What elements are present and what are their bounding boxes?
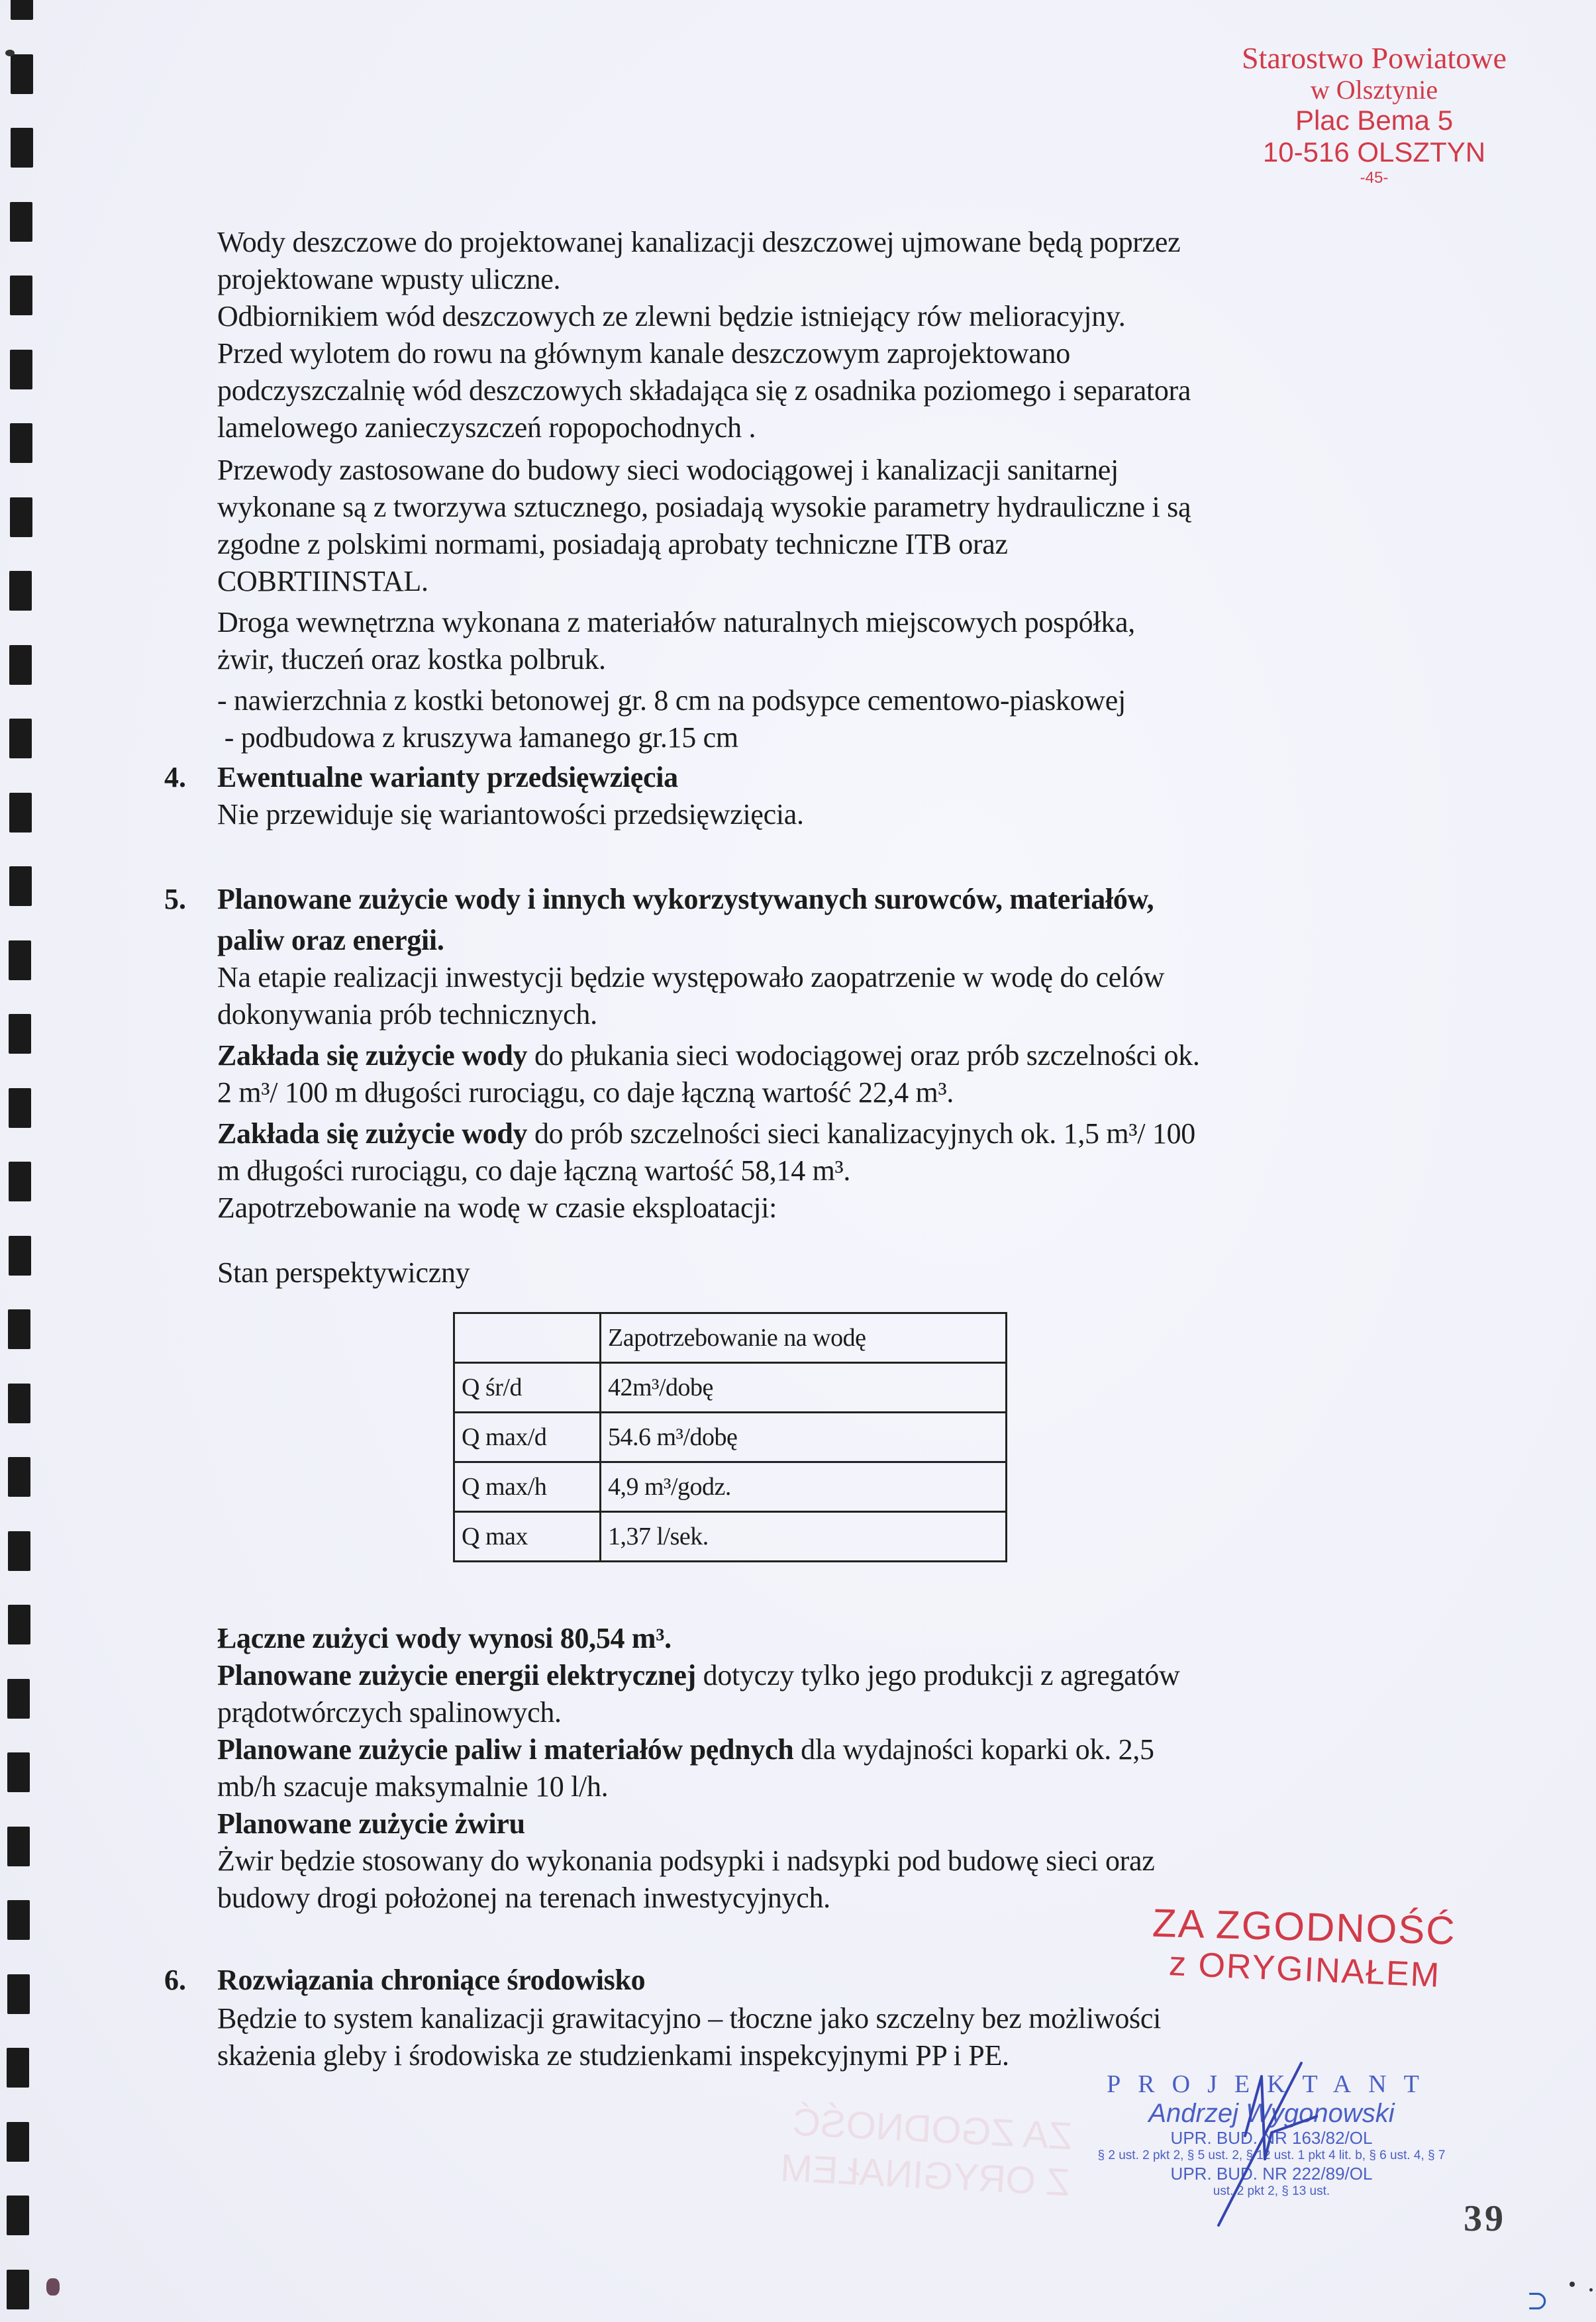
table-cell-value: 42m³/dobę	[601, 1363, 1007, 1413]
binding-hole	[9, 1088, 31, 1128]
table-cell-label: Q max	[454, 1512, 601, 1562]
water-demand-table	[453, 1312, 1007, 1562]
table-header-cell: Zapotrzebowanie na wodę	[601, 1313, 1007, 1363]
table-row	[454, 1462, 1007, 1512]
section-6-text-line2: skażenia gleby i środowiska ze studzienkami inspekcyjnymi PP i PE.	[217, 2039, 1009, 2072]
conformity-stamp-line2: z ORYGINAŁEM	[1168, 1944, 1442, 1995]
binding-hole	[7, 2122, 29, 2162]
table-row	[454, 1512, 1007, 1562]
binding-hole	[8, 1309, 30, 1349]
paragraph-line: projektowane wpusty uliczne.	[217, 263, 561, 295]
office-stamp-line4: 10-516 OLSZTYN	[1262, 136, 1486, 168]
binding-hole	[7, 1900, 30, 1940]
pen-mark-icon: ⊃	[1526, 2286, 1549, 2315]
state-label: Stan perspektywiczny	[217, 1256, 470, 1289]
paragraph-line: żwir, tłuczeń oraz kostka polbruk.	[217, 643, 606, 676]
gravel-line1: Żwir będzie stosowany do wykonania podsypki i nadsypki pod budowę sieci oraz	[217, 1844, 1155, 1877]
energy-text: dotyczy tylko jego produkcji z agregatów	[695, 1659, 1180, 1691]
bleed-through-line2: Z ORYGINAŁEM	[779, 2146, 1071, 2205]
paragraph-line: Wody deszczowe do projektowanej kanalizacji deszczowej ujmowane będą poprzez	[217, 226, 1181, 258]
bleed-through-line1: ZA ZGODNOŚĆ	[791, 2100, 1073, 2158]
binding-hole	[9, 719, 32, 758]
total-water: Łączne zużyci wody wynosi 80,54 m³.	[217, 1622, 672, 1654]
binding-hole	[10, 350, 32, 389]
binding-hole	[8, 1384, 30, 1423]
designer-stamp-license1: UPR. BUD. NR 163/82/OL	[1170, 2128, 1373, 2148]
section-5-heading-line2: paliw oraz energii.	[217, 924, 444, 956]
water-test-line1	[217, 1115, 1195, 1152]
binding-hole	[7, 1679, 30, 1719]
paragraph-line: wykonane są z tworzywa sztucznego, posiadają wysokie parametry hydrauliczne i są	[217, 491, 1191, 523]
conformity-stamp-line1: ZA ZGODNOŚĆ	[1152, 1900, 1457, 1953]
demand-intro: Zapotrzebowanie na wodę w czasie eksploatacji:	[217, 1191, 777, 1224]
fuel-line2: mb/h szacuje maksymalnie 10 l/h.	[217, 1770, 609, 1803]
binding-hole	[11, 0, 33, 20]
binding-hole	[8, 1531, 30, 1571]
fuel-bold: Planowane zużycie paliw i materiałów pędnych	[217, 1733, 794, 1766]
binding-hole	[7, 1752, 30, 1792]
table-cell-label: Q max/d	[454, 1413, 601, 1462]
gravel-line2: budowy drogi położonej na terenach inwestycyjnych.	[217, 1882, 830, 1914]
office-stamp-line1: Starostwo Powiatowe	[1242, 41, 1507, 75]
binding-hole	[8, 1605, 30, 1644]
designer-stamp-name: Andrzej Wygonowski	[1148, 2099, 1395, 2128]
energy-line2: prądotwórczych spalinowych.	[217, 1696, 562, 1729]
ink-speck	[5, 50, 15, 56]
binding-hole	[7, 1974, 30, 2014]
binding-hole	[9, 645, 32, 685]
binding-hole	[8, 1457, 30, 1497]
water-flush-bold: Zakłada się zużycie wody	[217, 1039, 528, 1072]
paragraph-line: dokonywania prób technicznych.	[217, 998, 597, 1031]
section-5-number: 5.	[164, 883, 186, 915]
energy-bold: Planowane zużycie energii elektrycznej	[217, 1659, 696, 1691]
table-cell-label: Q śr/d	[454, 1363, 601, 1413]
binding-hole	[10, 423, 32, 463]
table-header-row	[454, 1313, 1007, 1363]
signature-icon	[1166, 2060, 1318, 2232]
energy-line1	[217, 1657, 1180, 1694]
paragraph-line: Przed wylotem do rowu na głównym kanale deszczowym zaprojektowano	[217, 337, 1070, 370]
table-header-cell	[454, 1313, 601, 1363]
binding-hole	[7, 2048, 29, 2088]
binding-hole	[9, 793, 32, 833]
section-4-number: 4.	[164, 761, 186, 793]
binding-hole	[11, 128, 33, 168]
paragraph-line: - nawierzchnia z kostki betonowej gr. 8 cm na podsypce cementowo-piaskowej	[217, 684, 1126, 717]
binding-hole	[10, 202, 32, 242]
section-6-heading: Rozwiązania chroniące środowisko	[217, 1964, 646, 1996]
paragraph-line: Przewody zastosowane do budowy sieci wodociągowej i kanalizacji sanitarnej	[217, 454, 1119, 486]
binding-hole	[9, 940, 31, 980]
fuel-text: dla wydajności koparki ok. 2,5	[793, 1733, 1154, 1766]
paragraph-line: podczyszczalnię wód deszczowych składająca się z osadnika poziomego i separatora	[217, 374, 1191, 407]
binding-hole	[7, 2196, 29, 2235]
office-stamp-line2: w Olsztynie	[1310, 75, 1438, 105]
section-6-number: 6.	[164, 1964, 186, 1996]
paragraph-line: COBRTIINSTAL.	[217, 565, 428, 597]
section-4-heading: Ewentualne warianty przedsięwzięcia	[217, 761, 678, 793]
designer-stamp-clause2: ust. 2 pkt 2, § 13 ust.	[1213, 2184, 1330, 2198]
water-flush-line2: 2 m³/ 100 m długości rurociągu, co daje łączną wartość 22,4 m³.	[217, 1076, 954, 1109]
paragraph-line: zgodne z polskimi normami, posiadają aprobaty techniczne ITB oraz	[217, 528, 1008, 560]
water-test-line2: m długości rurociągu, co daje łączną wartość 58,14 m³.	[217, 1154, 851, 1187]
table-cell-label: Q max/h	[454, 1462, 601, 1512]
section-6-text-line1: Będzie to system kanalizacji grawitacyjno – tłoczne jako szczelny bez możliwości	[217, 2002, 1162, 2035]
office-stamp-line3: Plac Bema 5	[1295, 105, 1454, 136]
table-row	[454, 1413, 1007, 1462]
paragraph-line: Odbiornikiem wód deszczowych ze zlewni będzie istniejący rów melioracyjny.	[217, 300, 1126, 332]
binding-hole	[11, 54, 33, 94]
ink-speck	[1570, 2282, 1575, 2287]
table-cell-value: 4,9 m³/godz.	[601, 1462, 1007, 1512]
paragraph-line: Droga wewnętrzna wykonana z materiałów naturalnych miejscowych pospółka,	[217, 606, 1135, 638]
bleed-through-stamp	[779, 2099, 1073, 2207]
section-5-heading-line1: Planowane zużycie wody i innych wykorzystywanych surowców, materiałów,	[217, 883, 1154, 915]
paragraph-line: - podbudowa z kruszywa łamanego gr.15 cm	[217, 721, 738, 754]
binding-hole	[10, 497, 32, 537]
table-row	[454, 1363, 1007, 1413]
binding-hole	[9, 1236, 31, 1276]
binding-hole	[7, 1827, 30, 1866]
water-test-text: do prób szczelności sieci kanalizacyjnych ok. 1,5 m³/ 100	[527, 1117, 1195, 1150]
designer-stamp-license2: UPR. BUD. NR 222/89/OL	[1170, 2164, 1373, 2184]
binding-hole	[7, 2270, 29, 2309]
page-number: 39	[1464, 2198, 1506, 2239]
conformity-stamp	[1152, 1900, 1470, 1995]
section-4-text: Nie przewiduje się wariantowości przedsięwzięcia.	[217, 798, 804, 831]
office-stamp	[1185, 41, 1563, 188]
office-stamp-line5: -45-	[1360, 169, 1389, 187]
gravel-heading: Planowane zużycie żwiru	[217, 1807, 525, 1840]
fuel-line1	[217, 1731, 1154, 1768]
water-test-bold: Zakłada się zużycie wody	[217, 1117, 528, 1150]
ink-speck	[1589, 2288, 1593, 2292]
paragraph-line: lamelowego zanieczyszczeń ropopochodnych .	[217, 411, 756, 444]
binding-hole	[9, 1014, 31, 1054]
binding-hole	[10, 276, 32, 315]
paragraph-line: Na etapie realizacji inwestycji będzie występowało zaopatrzenie w wodę do celów	[217, 961, 1165, 993]
table-cell-value: 54.6 m³/dobę	[601, 1413, 1007, 1462]
table-cell-value: 1,37 l/sek.	[601, 1512, 1007, 1562]
designer-stamp-clause1: § 2 ust. 2 pkt 2, § 5 ust. 2, § 12 ust. 1 pkt 4 lit. b, § 6 ust. 4, § 7	[1097, 2148, 1446, 2162]
binding-hole	[9, 571, 32, 611]
designer-stamp-title: PROJEKTANT	[1107, 2070, 1436, 2098]
water-flush-text: do płukania sieci wodociągowej oraz prób szczelności ok.	[527, 1039, 1200, 1072]
water-flush-line1	[217, 1037, 1200, 1074]
binding-hole	[9, 1162, 31, 1201]
binding-hole	[9, 866, 32, 906]
ink-speck	[46, 2278, 60, 2296]
